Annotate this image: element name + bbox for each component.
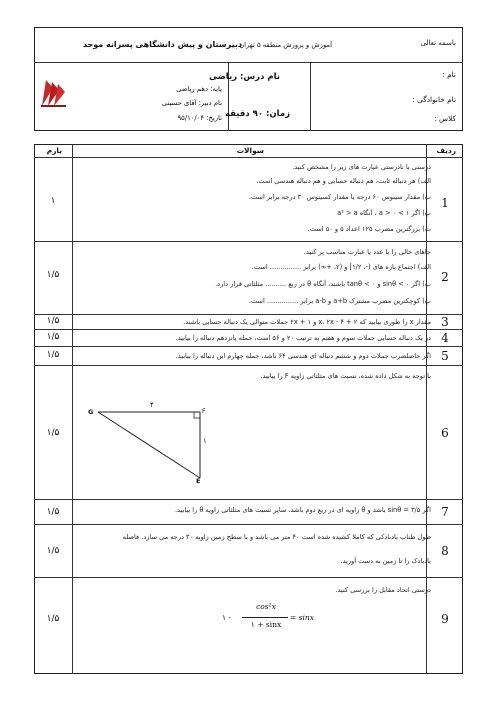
row-4-score: ۱/۵ [46, 332, 60, 342]
formula-numerator: cos²x [256, 602, 276, 611]
row-1-line-2: الف) هر دنباله ثابت، هم دنباله حسابی و هم دنباله هندسی است. [256, 177, 431, 185]
row-sep-2 [34, 314, 463, 315]
row-3-score: ۱/۵ [46, 316, 60, 326]
row-5-number: 5 [441, 349, 449, 363]
row-5-line-1: اگر حاصلضرب جملات دوم و ششم دنباله ای هندسی ۶۴ باشد، جمله چهارم این دنباله را بیابید. [175, 352, 431, 360]
header-score: بارم [46, 146, 62, 155]
row-sep-8 [34, 577, 463, 578]
school-name: دبیرستان و پیش دانشگاهی پسرانه موحد [82, 40, 242, 49]
row-3-line-1: مقدار x را طوری بیابید که ۲ + x، ۲x - ۴ و ۲x + ۱ جملات متوالی یک دنباله حسابی باشند. [183, 318, 431, 326]
row-4-line-1: در یک دنباله حسابی جملات سوم و هفتم به ترتیب ۲۰ و ۵۶ است، جمله پانزدهم دنباله را بیابید. [175, 334, 431, 342]
row-sep-6 [34, 499, 463, 500]
header-divider [34, 62, 463, 63]
basmala: باسمه تعالی [420, 39, 456, 47]
row-8-line-2: بادبادک را تا زمین به دست آورید. [340, 557, 431, 565]
row-2-line-3: ب) اگر ۰ > sinθ و ۰ > tanθ باشند، آنگاه θ در ربع .......... مثلثاتی قرار دارد. [215, 280, 431, 288]
formula-right: = sinx [290, 613, 314, 622]
row-sep-7 [34, 524, 463, 525]
formula-denominator: ۱ + sinx [250, 620, 282, 629]
row-2-line-1: جاهای خالی را با عدد یا عبارت مناسب پر کنید. [303, 248, 431, 256]
col-divider-score [72, 144, 73, 674]
label-family: نام خانوادگی : [412, 95, 456, 104]
exam-time: زمان: ۹۰ دقیقه [225, 109, 290, 119]
ministry-name: آموزش و پرورش منطقه ۵ تهران [239, 41, 332, 49]
row-sep-4 [34, 346, 463, 347]
triangle-vertex-f: F [202, 407, 206, 415]
row-9-score: ۱/۵ [46, 614, 60, 624]
identity-formula [222, 602, 332, 634]
row-8-score: ۱/۵ [46, 546, 60, 556]
row-1-line-5: ت) بزرگترین مضرب ۱۲۵ اعداد ۵ و ۵۰ است. [307, 225, 431, 233]
row-9-line-1: درستی اتحاد مقابل را بررسی کنید. [335, 586, 431, 594]
triangle-side-top: ۴ [150, 401, 154, 409]
triangle-vertex-g: G [88, 408, 94, 416]
row-7-line-1: اگر sinθ = ۳/۵ باشد و θ زاویه ای در ربع دوم باشد، سایر نسبت های مثلثاتی زاویه θ را بیابید. [174, 506, 431, 514]
course-name: نام درس: ریاضی [208, 72, 280, 82]
teacher: نام دبیر: آقای حسینی [161, 99, 222, 107]
header-row-number: ردیف [436, 146, 456, 155]
row-sep-1 [34, 241, 463, 242]
row-1-number: 1 [441, 196, 449, 210]
row-2-line-2: الف) اجتماع بازه های (-، ۱/۲] و (۲، +∞) برابر ............... است. [251, 263, 431, 271]
row-1-line-3: ب) مقدار سینوس ۶۰ درجه با مقدار کسینوس ۳۰ درجه برابر است. [248, 193, 431, 201]
row-8-number: 8 [441, 544, 449, 558]
row-1-line-1: درستی یا نادرستی عبارت های زیر را مشخص کنید. [292, 163, 431, 171]
label-name: نام : [442, 70, 456, 79]
row-4-number: 4 [441, 331, 449, 345]
label-class: کلاس : [434, 114, 456, 123]
school-logo [38, 76, 68, 110]
formula-left: ۱ - [222, 613, 231, 622]
row-2-score: ۱/۵ [46, 270, 60, 280]
row-6-score: ۱/۵ [46, 428, 60, 438]
row-2-line-4: پ) کوچکترین مضرب مشترک a+b و a-b برابر ............... است. [248, 297, 431, 305]
row-2-number: 2 [441, 270, 449, 284]
row-1-score: ۱ [50, 196, 56, 206]
triangle-side-right: ۱ [203, 437, 207, 445]
row-1-line-4: پ) اگر ۱ > a > ۰ ، آنگاه a² > a [337, 209, 431, 217]
exam-date: تاریخ: ۹۵/۱۰/۰۴ [177, 114, 222, 122]
header-questions: سوالات [236, 146, 264, 155]
row-9-number: 9 [441, 612, 449, 626]
row-6-line-1: با توجه به شکل داده شده، نسبت های مثلثاتی زاویه F را بیابید. [260, 372, 431, 380]
grade: پایه: دهم ریاضی [176, 85, 222, 93]
row-8-line-1: طول طناب بادبادکی که کاملا کشیده شده است ۴۰ متر می باشد و با سطح زمین زاویه ۳۰ درجه می سازد. فاصله [122, 533, 431, 541]
row-sep-5 [34, 365, 463, 366]
row-5-score: ۱/۵ [46, 350, 60, 360]
row-7-score: ۱/۵ [46, 507, 60, 517]
header-col-divider-2 [310, 62, 311, 131]
row-7-number: 7 [441, 505, 449, 519]
row-6-number: 6 [441, 426, 449, 440]
row-3-number: 3 [441, 315, 449, 329]
formula-fraction-bar [242, 617, 288, 618]
row-sep-3 [34, 329, 463, 330]
triangle-vertex-e: E [196, 477, 201, 485]
table-header-line [34, 157, 463, 158]
